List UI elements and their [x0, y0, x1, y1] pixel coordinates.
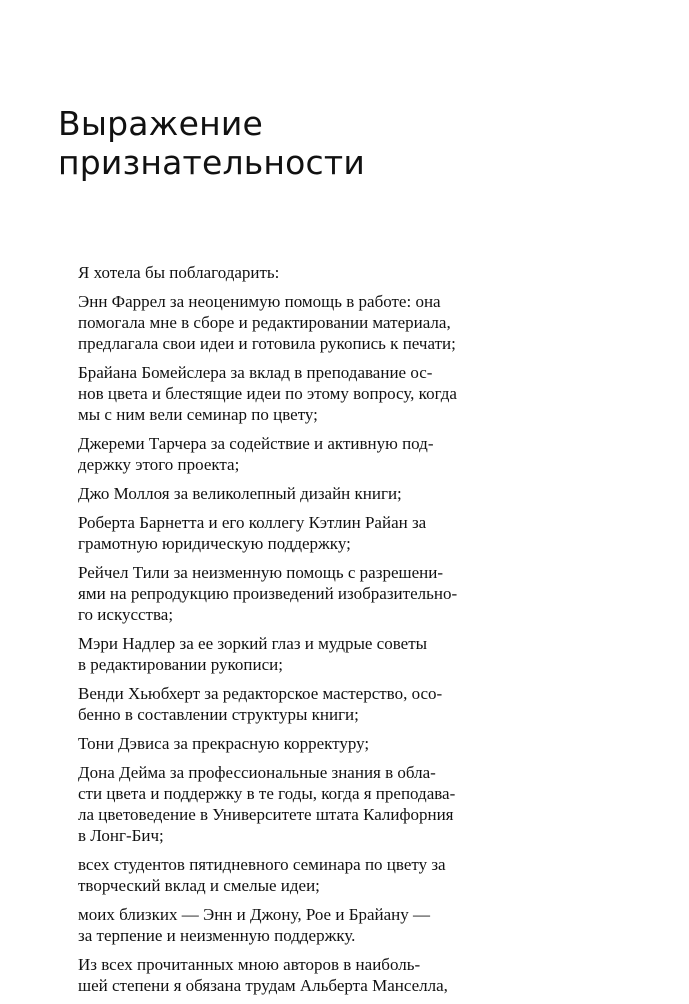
- text-line: ями на репродукцию произведений изобразительно-: [78, 584, 458, 603]
- title-line: признательности: [58, 143, 365, 182]
- text-line: в редактировании рукописи;: [78, 655, 283, 674]
- paragraph: [58, 904, 620, 946]
- title-line: Выражение: [58, 104, 264, 143]
- text-line: сти цвета и поддержку в те годы, когда я преподава-: [78, 784, 456, 803]
- text-line: за терпение и неизменную поддержку.: [78, 926, 356, 945]
- text-line: бенно в составлении структуры книги;: [78, 705, 359, 724]
- text-line: го искусства;: [78, 605, 174, 624]
- paragraph: [58, 362, 620, 425]
- text-line: Рейчел Тили за неизменную помощь с разрешени-: [78, 563, 443, 582]
- text-line: шей степени я обязана трудам Альберта Манселла,: [78, 976, 448, 995]
- text-line: Мэри Надлер за ее зоркий глаз и мудрые советы: [78, 634, 428, 653]
- text-line: творческий вклад и смелые идеи;: [78, 876, 320, 895]
- text-line: мы с ним вели семинар по цвету;: [78, 405, 318, 424]
- text-line: ла цветоведение в Университете штата Калифорния: [78, 805, 454, 824]
- text-line: помогала мне в сборе и редактировании материала,: [78, 313, 451, 332]
- paragraph: [58, 633, 620, 675]
- text-line: Джереми Тарчера за содействие и активную под-: [78, 434, 434, 453]
- paragraph: [58, 483, 620, 504]
- text-line: Я хотела бы поблагодарить:: [78, 263, 280, 282]
- text-line: предлагала свои идеи и готовила рукопись к печати;: [78, 334, 456, 353]
- paragraph: [58, 954, 620, 996]
- text-line: Брайана Бомейслера за вклад в преподавание ос-: [78, 363, 433, 382]
- text-line: держку этого проекта;: [78, 455, 240, 474]
- paragraph: [58, 733, 620, 754]
- paragraph: [58, 512, 620, 554]
- text-line: моих близких — Энн и Джону, Рое и Брайану —: [78, 905, 430, 924]
- paragraph: [58, 762, 620, 846]
- text-line: Тони Дэвиса за прекрасную корректуру;: [78, 734, 370, 753]
- page-title: [58, 104, 618, 182]
- paragraph: [58, 262, 620, 283]
- paragraph: [58, 291, 620, 354]
- text-line: Роберта Барнетта и его коллегу Кэтлин Райан за: [78, 513, 427, 532]
- text-line: в Лонг-Бич;: [78, 826, 164, 845]
- paragraph: [58, 562, 620, 625]
- text-line: Джо Моллоя за великолепный дизайн книги;: [78, 484, 402, 503]
- body-text: [58, 262, 620, 1004]
- paragraph: [58, 854, 620, 896]
- text-line: Из всех прочитанных мною авторов в наиболь-: [78, 955, 421, 974]
- text-line: Венди Хьюбхерт за редакторское мастерство, осо-: [78, 684, 443, 703]
- text-line: грамотную юридическую поддержку;: [78, 534, 351, 553]
- paragraph: [58, 683, 620, 725]
- paragraph: [58, 433, 620, 475]
- text-line: Дона Дейма за профессиональные знания в обла-: [78, 763, 436, 782]
- text-line: нов цвета и блестящие идеи по этому вопросу, когда: [78, 384, 457, 403]
- text-line: всех студентов пятидневного семинара по цвету за: [78, 855, 446, 874]
- text-line: Энн Фаррел за неоценимую помощь в работе: она: [78, 292, 441, 311]
